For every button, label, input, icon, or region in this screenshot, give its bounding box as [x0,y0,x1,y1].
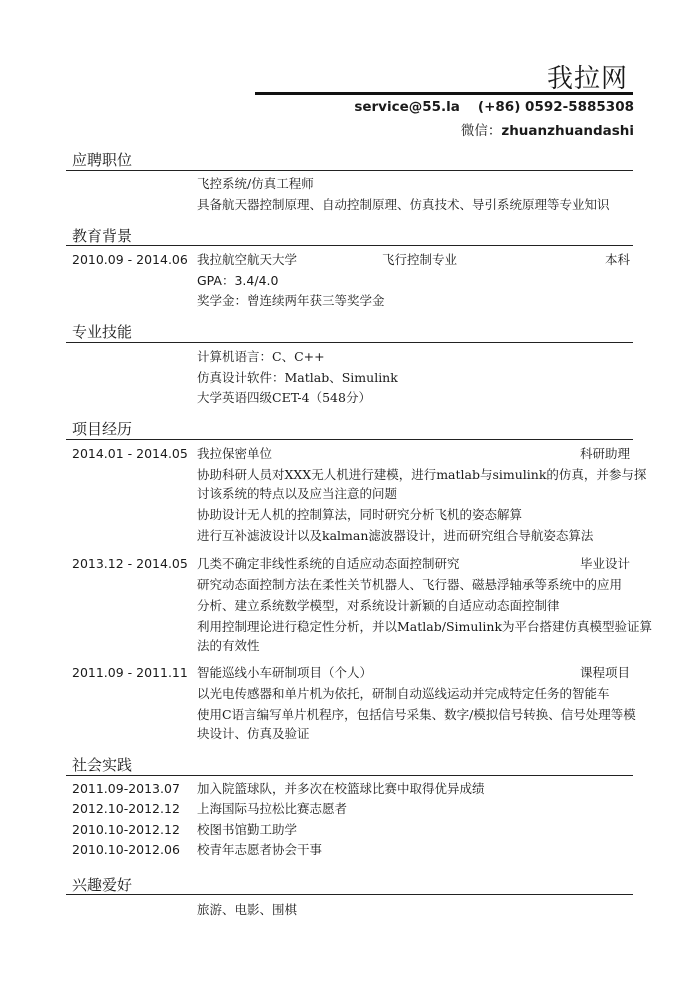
project-role: 毕业设计 [579,556,630,571]
skills-line: 大学英语四级CET-4（548分） [197,390,371,405]
project-date: 2011.09 - 2011.11 [72,665,188,680]
practice-date: 2011.09-2013.07 [72,781,180,796]
section-rule [66,342,633,343]
education-line: GPA：3.4/4.0 [197,273,279,288]
practice-text: 上海国际马拉松比赛志愿者 [197,801,348,816]
section-rule [66,775,633,776]
section-rule [66,245,633,246]
project-line: 进行互补滤波设计以及kalman滤波器设计，进而研究组合导航姿态算法 [197,528,594,543]
project-name: 我拉保密单位 [197,446,273,461]
project-role: 课程项目 [579,665,630,680]
position-line: 飞控系统/仿真工程师 [197,176,314,191]
section-rule [66,170,633,171]
project-name: 智能巡线小车研制项目（个人） [197,665,373,680]
project-role: 科研助理 [579,446,630,461]
wechat-label: 微信： [460,123,502,139]
practice-text: 加入院篮球队，并多次在校篮球比赛中取得优异成绩 [197,781,485,796]
section-title-skills: 专业技能 [72,323,133,341]
education-date: 2010.09 - 2014.06 [72,252,188,267]
wechat-line [461,119,634,139]
project-line: 块设计、仿真及验证 [197,726,310,741]
project-date: 2014.01 - 2014.05 [72,446,188,461]
section-title-projects: 项目经历 [72,420,133,438]
project-line: 协助设计无人机的控制算法，同时研究分析飞机的姿态解算 [197,507,523,522]
education-degree: 本科 [604,252,630,267]
email: service@55.la [354,99,460,115]
practice-date: 2012.10-2012.12 [72,801,180,816]
project-name: 几类不确定非线性系统的自适应动态面控制研究 [197,556,460,571]
education-line: 奖学金：曾连续两年获三等奖学金 [197,293,385,308]
header-rule [255,92,633,95]
section-title-position: 应聘职位 [72,151,133,169]
section-rule [66,894,633,895]
skills-line: 仿真设计软件：Matlab、Simulink [197,370,398,385]
project-line: 协助科研人员对XXX无人机进行建模，进行matlab与simulink的仿真，并参与探 [197,467,647,482]
section-rule [66,439,633,440]
project-line: 研究动态面控制方法在柔性关节机器人、飞行器、磁悬浮轴承等系统中的应用 [197,577,623,592]
contact-line [354,99,634,115]
project-line: 以光电传感器和单片机为依托，研制自动巡线运动并完成特定任务的智能车 [197,686,610,701]
hobbies-line: 旅游、电影、围棋 [197,902,298,917]
project-line: 使用C语言编写单片机程序，包括信号采集、数字/模拟信号转换、信号处理等模 [197,707,636,722]
candidate-name: 我拉网 [546,64,628,94]
phone: (+86) 0592-5885308 [477,99,634,115]
section-title-education: 教育背景 [72,227,133,245]
project-line: 讨该系统的特点以及应当注意的问题 [197,486,398,501]
education-school: 我拉航空航天大学 [197,252,298,267]
education-major: 飞行控制专业 [382,252,458,267]
project-line: 法的有效性 [197,638,260,653]
practice-text: 校图书馆勤工助学 [197,822,298,837]
section-title-hobbies: 兴趣爱好 [72,876,133,894]
project-line: 分析、建立系统数学模型，对系统设计新颖的自适应动态面控制律 [197,598,560,613]
skills-line: 计算机语言：C、C++ [197,349,325,364]
project-date: 2013.12 - 2014.05 [72,556,188,571]
practice-text: 校青年志愿者协会干事 [197,842,323,857]
position-line: 具备航天器控制原理、自动控制原理、仿真技术、导引系统原理等专业知识 [197,197,610,212]
project-line: 利用控制理论进行稳定性分析，并以Matlab/Simulink为平台搭建仿真模型验证算 [197,619,653,634]
practice-date: 2010.10-2012.12 [72,822,180,837]
section-title-practice: 社会实践 [72,756,133,774]
practice-date: 2010.10-2012.06 [72,842,180,857]
wechat-id: zhuanzhuandashi [501,123,634,139]
